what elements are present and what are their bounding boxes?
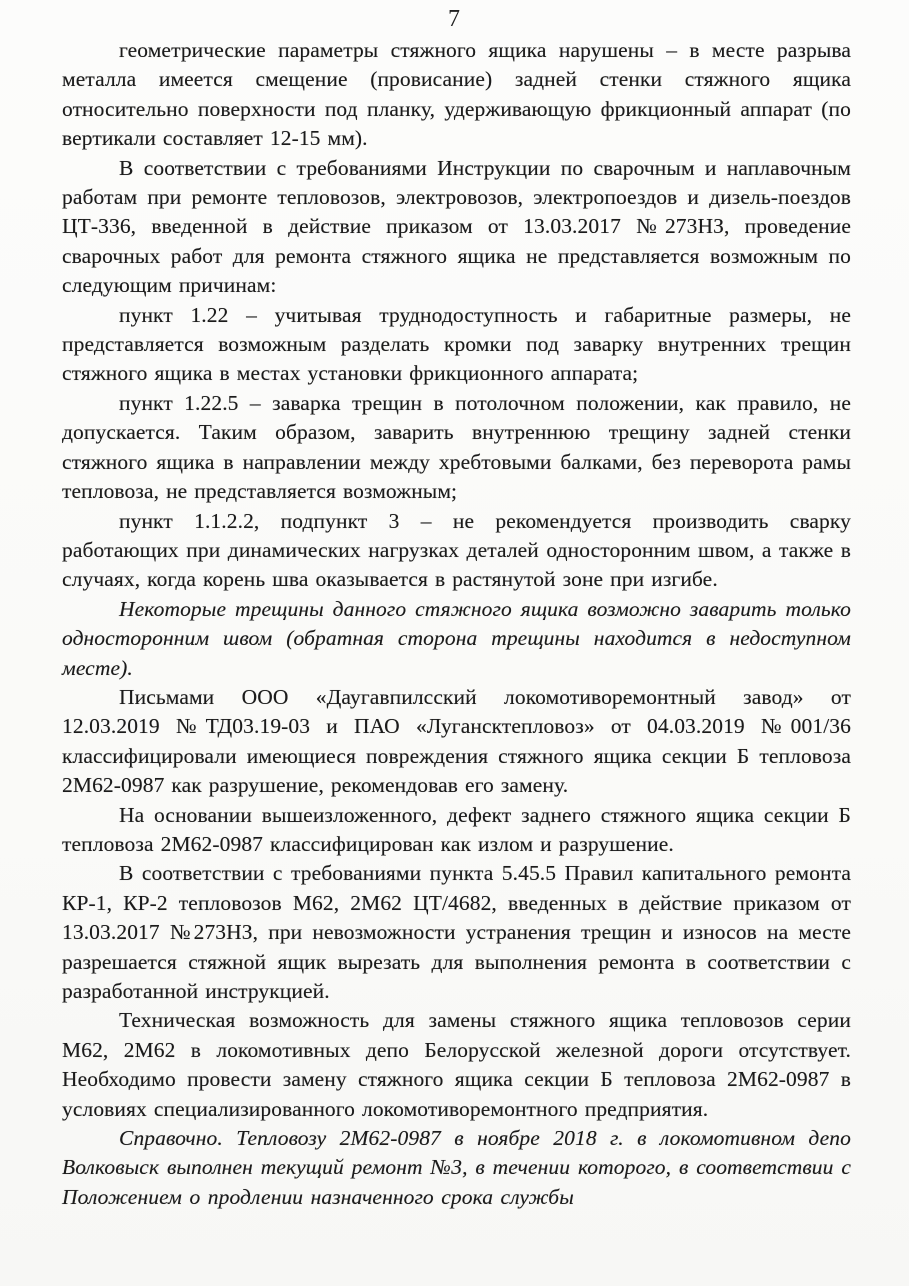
paragraph-replacement-possibility: Техническая возможность для замены стяжного ящика тепловозов серии М62, 2М62 в локомотивных депо Белорусской железной дороги отсутствует. Необходимо провести замену стяжного ящика секции Б тепловоза 2М62-0987 в условиях специализированного локомотиворемонтного предприятия. xyxy=(62,1008,851,1121)
paragraph-point-1-22: пункт 1.22 – учитывая труднодоступность и габаритные размеры, не представляется возможным разделать кромки под заварку внутренних трещин стяжного ящика в местах установки фрикционного аппарата; xyxy=(62,302,851,386)
paragraph-note-cracks: Некоторые трещины данного стяжного ящика возможно заварить только односторонним швом (обратная сторона трещины находится в недоступном месте). xyxy=(62,596,851,680)
paragraph-point-1-1-2-2: пункт 1.1.2.2, подпункт 3 – не рекомендуется производить сварку работающих при динамических нагрузках деталей односторонним швом, а также в случаях, когда корень шва оказывается в растянутой зоне при изгибе. xyxy=(62,508,851,592)
paragraph-defect-classified: На основании вышеизложенного, дефект заднего стяжного ящика секции Б тепловоза 2М62-0987 классифицирован как излом и разрушение. xyxy=(62,802,851,856)
paragraph-point-5-45-5: В соответствии с требованиями пункта 5.45.5 Правил капитального ремонта КР-1, КР-2 тепловозов М62, 2М62 ЦТ/4682, введенных в действие приказом от 13.03.2017 №273НЗ, при невозможности устранения трещин и износов на месте разрешается стяжной ящик вырезать для выполнения ремонта в соответствии с разработанной инструкцией. xyxy=(62,861,851,1003)
paragraph-point-1-22-5: пункт 1.22.5 – заварка трещин в потолочном положении, как правило, не допускается. Таким образом, заварить внутреннюю трещину задней стенки стяжного ящика в направлении между хребтовыми балками, без переворота рамы тепловоза, не представляется возможным; xyxy=(62,390,851,504)
page-number: 7 xyxy=(448,6,461,32)
paragraph-geometry-defect: геометрические параметры стяжного ящика нарушены – в месте разрыва металла имеется смещение (провисание) задней стенки стяжного ящика относительно поверхности под планку, удерживающую фрикционный аппарат (по вертикали составляет 12-15 мм). xyxy=(62,38,851,151)
paragraph-reference-note: Справочно. Тепловозу 2М62-0987 в ноябре 2018 г. в локомотивном депо Волковыск выполнен текущий ремонт №3, в течении которого, в соответствии с Положением о продлении назначенного срока службы xyxy=(62,1126,851,1209)
paragraph-welding-instruction: В соответствии с требованиями Инструкции по сварочным и наплавочным работам при ремонте тепловозов, электровозов, электропоездов и дизель-поездов ЦТ-336, введенной в действие приказом от 13.03.2017 №273НЗ, проведение сварочных работ для ремонта стяжного ящика не представляется возможным по следующим причинам: xyxy=(62,155,851,298)
document-body xyxy=(62,36,851,1212)
paragraph-letters-classification: Письмами ООО «Даугавпилсский локомотиворемонтный завод» от 12.03.2019 №ТД03.19-03 и ПАО «Лугансктепловоз» от 04.03.2019 №001/36 классифицировали имеющиеся повреждения стяжного ящика секции Б тепловоза 2М62-0987 как разрушение, рекомендовав его замену. xyxy=(62,684,851,798)
